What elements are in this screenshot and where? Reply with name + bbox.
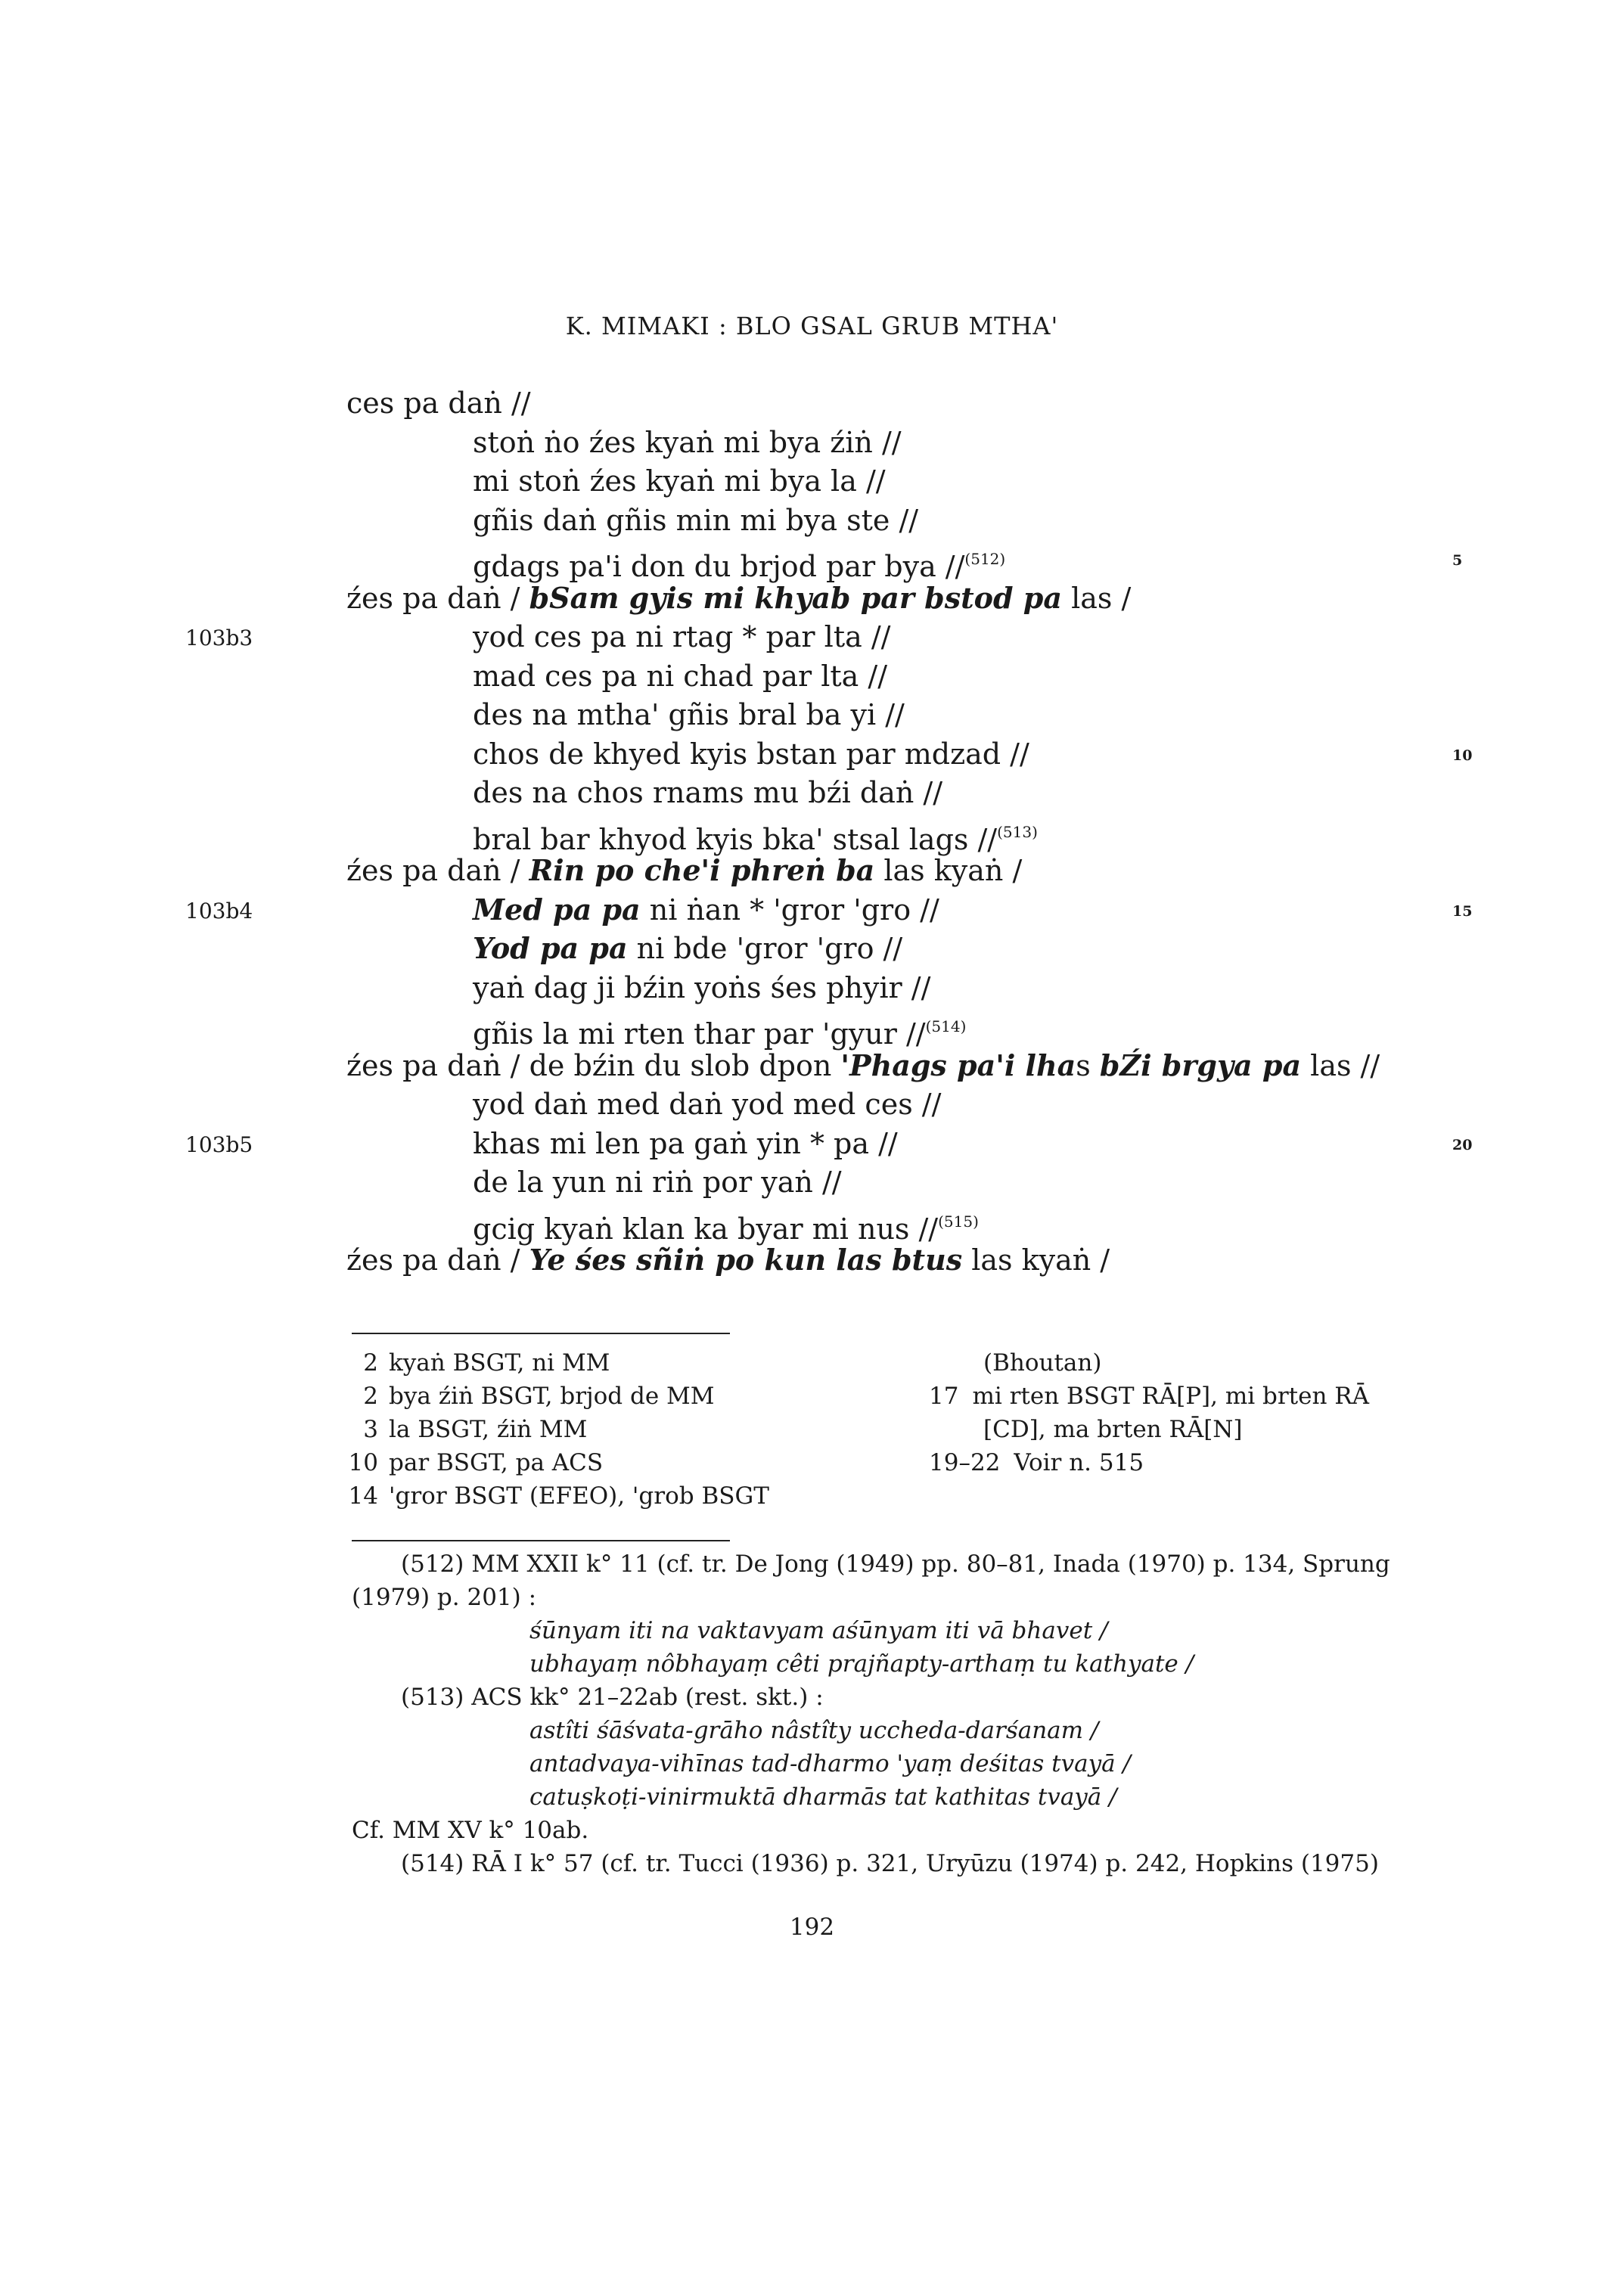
text-segment: chos de khyed kyis bstan par mdzad // (473, 737, 1029, 771)
footnote-line: (1979) p. 201) : (352, 1584, 537, 1611)
footnote-line: (514) RĀ I k° 57 (cf. tr. Tucci (1936) p. 321, Uryūzu (1974) p. 242, Hopkins (1975) (401, 1850, 1379, 1877)
apparatus-reading: la BSGT, źiṅ MM (389, 1416, 588, 1443)
text-segment: ni bde 'gror 'gro // (627, 932, 903, 965)
line-number: 15 (1452, 902, 1473, 920)
title-text: 'Phags pa'i lha (840, 1048, 1076, 1082)
apparatus-line-ref: 3 (363, 1416, 378, 1443)
text-segment: ces pa daṅ // (346, 386, 531, 420)
text-line (473, 462, 886, 500)
text-line (473, 618, 890, 656)
text-line (346, 852, 1022, 889)
text-segment: s (1076, 1048, 1100, 1082)
apparatus-entry (348, 1446, 603, 1479)
text-segment: yod daṅ med daṅ yod med ces // (473, 1088, 942, 1121)
text-line (346, 1047, 1380, 1085)
apparatus-line-ref: 17 (929, 1383, 959, 1410)
footnote-ref: (514) (925, 1017, 967, 1035)
apparatus-line-ref: 2 (363, 1383, 378, 1410)
text-segment: mad ces pa ni chad par lta // (473, 659, 888, 693)
running-header: K. MIMAKI : BLO GSAL GRUB MTHA' (565, 312, 1059, 340)
text-line (473, 696, 905, 734)
sanskrit-verse-line: antadvaya-vihīnas tad-dharmo 'yaṃ deśitas tvayā / (529, 1750, 1131, 1777)
footnote-line: (512) MM XXII k° 11 (cf. tr. De Jong (1949) pp. 80–81, Inada (1970) p. 134, Sprung (401, 1551, 1390, 1578)
folio-mark: 103b5 (185, 1131, 253, 1157)
text-line (473, 1163, 842, 1201)
title-text: Rin po che'i phreṅ ba (529, 853, 875, 887)
apparatus-reading: kyaṅ BSGT, ni MM (389, 1349, 610, 1377)
text-segment: des na chos rnams mu bźi daṅ // (473, 776, 943, 809)
text-segment: de la yun ni riṅ por yaṅ // (473, 1166, 842, 1199)
apparatus-rule (352, 1333, 730, 1334)
apparatus-line-ref: 14 (348, 1482, 378, 1510)
footnote-ref: (515) (938, 1212, 979, 1231)
folio-mark: 103b4 (185, 898, 253, 923)
text-segment: mi stoṅ źes kyaṅ mi bya la // (473, 464, 886, 498)
text-segment: las kyaṅ / (874, 854, 1023, 887)
text-segment: gdags pa'i don du brjod par bya // (473, 550, 965, 583)
line-number: 20 (1452, 1136, 1473, 1153)
text-line (346, 1241, 1110, 1279)
apparatus-entry (348, 1413, 587, 1446)
footnote-rule (352, 1540, 730, 1541)
apparatus-reading: [CD], ma brten RĀ[N] (983, 1416, 1243, 1443)
footnote-line: Cf. MM XV k° 10ab. (352, 1817, 589, 1844)
apparatus-line-ref: 10 (348, 1449, 378, 1476)
title-text: bŹi brgya pa (1099, 1048, 1302, 1082)
text-segment: ni ṅan * 'gror 'gro // (640, 892, 939, 927)
text-segment: źes pa daṅ / (346, 581, 529, 615)
apparatus-entry (348, 1346, 610, 1380)
apparatus-line-ref: 19–22 (929, 1449, 1001, 1476)
text-segment: las / (1062, 581, 1132, 615)
text-segment: yaṅ dag ji bźin yoṅs śes phyir // (473, 970, 931, 1004)
text-line (473, 657, 887, 695)
text-line (473, 1125, 898, 1163)
text-line (473, 1085, 941, 1123)
sanskrit-verse-line: śūnyam iti na vaktavyam aśūnyam iti vā bhavet / (529, 1617, 1108, 1644)
sanskrit-verse-line: ubhayaṃ nôbhayaṃ cêti prajñapty-arthaṃ tu kathyate / (529, 1650, 1194, 1678)
text-segment: des na mtha' gñis bral ba yi // (473, 698, 905, 731)
text-line (473, 930, 902, 967)
apparatus-line-ref: 2 (363, 1349, 378, 1377)
apparatus-entry (348, 1380, 715, 1413)
text-line (473, 735, 1029, 773)
text-segment: źes pa daṅ / (346, 1243, 529, 1277)
folio-mark: 103b3 (185, 625, 253, 650)
text-segment: bral bar khyod kyis bka' stsal lags // (473, 822, 998, 856)
apparatus-entry (983, 1346, 1101, 1380)
text-segment: źes pa daṅ / de bźin du slob dpon (346, 1048, 841, 1082)
apparatus-reading: mi rten BSGT RĀ[P], mi brten RĀ (972, 1383, 1370, 1410)
text-segment: gñis daṅ gñis min mi bya ste // (473, 503, 919, 537)
text-line (473, 969, 930, 1007)
footnote-line: (513) ACS kk° 21–22ab (rest. skt.) : (401, 1684, 824, 1711)
apparatus-reading: bya źiṅ BSGT, brjod de MM (389, 1383, 715, 1410)
text-line (473, 891, 939, 929)
sanskrit-verse-line: astîti śāśvata-grāho nâstîty uccheda-darśanam / (529, 1717, 1099, 1744)
text-line (473, 501, 918, 539)
line-number: 10 (1452, 747, 1473, 764)
text-segment: źes pa daṅ / (346, 854, 529, 887)
text-segment: gñis la mi rten thar par 'gyur // (473, 1017, 926, 1051)
title-text: bSam gyis mi khyab par bstod pa (529, 580, 1062, 615)
title-text: Med pa pa (473, 892, 641, 927)
text-line (473, 774, 942, 812)
text-line (346, 384, 531, 422)
text-segment: yod ces pa ni rtag * par lta // (473, 620, 891, 653)
text-segment: stoṅ ṅo źes kyaṅ mi bya źiṅ // (473, 425, 902, 459)
apparatus-reading: Voir n. 515 (1014, 1449, 1144, 1476)
title-text: Ye śes sñiṅ po kun las btus (529, 1243, 963, 1277)
sanskrit-verse-line: catuṣkoṭi-vinirmuktā dharmās tat kathitas tvayā / (529, 1783, 1117, 1811)
apparatus-reading: par BSGT, pa ACS (389, 1449, 604, 1476)
footnote-ref: (512) (964, 550, 1006, 568)
text-segment: las // (1301, 1048, 1380, 1082)
footnote-ref: (513) (997, 822, 1038, 841)
page-number: 192 (789, 1914, 835, 1941)
apparatus-entry (983, 1413, 1243, 1446)
apparatus-entry (348, 1479, 769, 1513)
text-line (473, 424, 902, 461)
text-segment: las kyaṅ / (962, 1243, 1110, 1277)
apparatus-entry (929, 1446, 1144, 1479)
apparatus-reading: 'gror BSGT (EFEO), 'grob BSGT (389, 1482, 769, 1510)
text-segment: khas mi len pa gaṅ yin * pa // (473, 1126, 898, 1160)
apparatus-reading: (Bhoutan) (983, 1349, 1102, 1377)
apparatus-entry (929, 1380, 1369, 1413)
text-line (346, 579, 1131, 617)
line-number: 5 (1452, 552, 1463, 569)
text-segment: gcig kyaṅ klan ka byar mi nus // (473, 1212, 939, 1246)
title-text: Yod pa pa (473, 931, 628, 965)
